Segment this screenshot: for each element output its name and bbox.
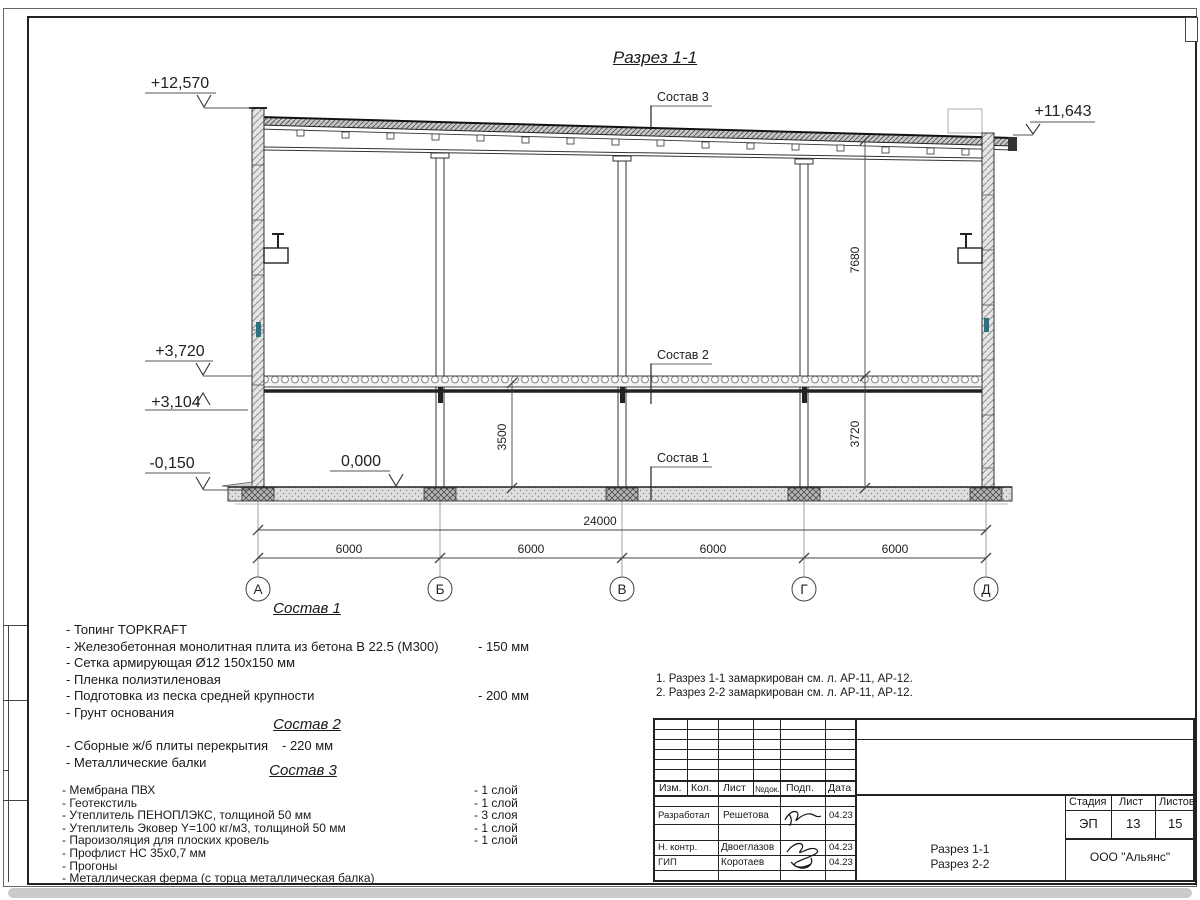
left-wall xyxy=(249,108,267,490)
tb-header-podp: Подп. xyxy=(786,782,814,794)
composition-1-heading: Состав 1 xyxy=(273,600,341,617)
list-item: - Грунт основания xyxy=(66,704,175,720)
axis-label: А xyxy=(253,582,263,597)
list-item: - Сетка армирующая Ø12 150х150 мм xyxy=(66,655,296,670)
tb-name: Решетова xyxy=(723,810,769,821)
elevation-top-left xyxy=(145,75,252,108)
dim-height-clear: 3500 xyxy=(495,423,509,451)
dim-bay-text: 6000 xyxy=(881,542,909,556)
elevation-mezz-top xyxy=(145,343,252,376)
tb-name: Коротаев xyxy=(721,857,765,868)
wall-accent-mark xyxy=(984,318,989,332)
margin-cell-line xyxy=(3,770,8,771)
axis-lines xyxy=(258,501,986,577)
tb-sheets-header: Листов xyxy=(1159,796,1195,808)
drawing-title: Разрез 1-1 xyxy=(612,48,698,67)
svg-text:+3,104: +3,104 xyxy=(151,394,201,411)
elevation-mezz-bottom xyxy=(145,393,248,411)
svg-text:+3,720: +3,720 xyxy=(155,343,205,360)
elevation-floor-zero xyxy=(330,453,403,486)
dim-total-text: 24000 xyxy=(583,514,617,528)
roof-fascia-cap xyxy=(1008,137,1017,151)
right-wall-bracket xyxy=(958,234,982,263)
tb-sheet-header: Лист xyxy=(1119,796,1143,808)
dim-bay-text: 6000 xyxy=(335,542,363,556)
list-item: - Профлист НС 35х0,7 мм xyxy=(62,845,206,860)
axis-label: В xyxy=(617,582,627,597)
tb-header-list: Лист xyxy=(723,782,746,794)
composition-1-block xyxy=(66,600,548,721)
svg-text:+11,643: +11,643 xyxy=(1034,103,1092,120)
list-item: - Геотекстиль - 1 слой xyxy=(62,795,518,810)
svg-text:Состав 2: Состав 2 xyxy=(657,348,709,362)
tb-role: ГИП xyxy=(658,857,677,868)
left-wall-bracket xyxy=(264,234,288,263)
tb-header-izm: Изм. xyxy=(659,782,682,794)
list-item: - Мембрана ПВХ - 1 слой xyxy=(62,783,518,797)
margin-cell-line xyxy=(3,700,27,701)
tb-date: 04.23 xyxy=(829,857,853,868)
wall-accent-mark xyxy=(256,322,261,337)
list-item: - Топинг TOPKRAFT xyxy=(66,622,188,637)
list-item: - Железобетонная монолитная плита из бетона В 22.5 (М300) - 150 мм xyxy=(66,638,530,654)
composition-3-block xyxy=(62,762,544,885)
list-item: - Подготовка из песка средней крупности - 200 мм xyxy=(66,688,530,703)
tb-role: Разработал xyxy=(658,810,710,821)
list-item: - Металлическая ферма (с торца металлическая балка) xyxy=(62,871,375,886)
list-item: - Пароизоляция для плоских кровель - 1 слой xyxy=(62,833,518,848)
list-item: - Утеплитель Эковер Y=100 кг/м3, толщиной 50 мм - 1 слой xyxy=(62,820,518,835)
composition-2-heading: Состав 2 xyxy=(273,716,341,733)
axis-label: Д xyxy=(981,582,991,597)
tb-sheets-value: 15 xyxy=(1168,816,1183,831)
margin-cell-line xyxy=(8,625,9,882)
columns xyxy=(431,153,813,488)
axis-bubbles xyxy=(246,577,998,601)
list-item: - Утеплитель ПЕНОПЛЭКС, толщиной 50 мм - 3 слоя xyxy=(62,808,518,823)
dim-height-mezz: 3720 xyxy=(848,420,862,448)
svg-text:-0,150: -0,150 xyxy=(149,455,195,472)
title-block xyxy=(653,718,1195,882)
svg-text:Состав 1: Состав 1 xyxy=(657,451,709,465)
callout-comp3 xyxy=(650,90,712,130)
svg-text:Состав 3: Состав 3 xyxy=(657,90,709,104)
tb-date: 04.23 xyxy=(829,810,853,821)
tb-date: 04.23 xyxy=(829,842,853,853)
composition-3-heading: Состав 3 xyxy=(269,762,337,779)
tb-header-kol: Кол. xyxy=(691,782,712,794)
tb-sheet-name-1: Разрез 1-1 xyxy=(930,842,990,856)
dim-bay-text: 6000 xyxy=(517,542,545,556)
ground-floor xyxy=(222,482,1012,504)
signature-marks xyxy=(781,800,825,878)
tb-header-data: Дата xyxy=(828,782,852,794)
tb-stage-value: ЭП xyxy=(1079,816,1098,831)
axis-label: Б xyxy=(435,582,445,597)
tb-role: Н. контр. xyxy=(658,842,698,853)
tb-company: ООО "Альянс" xyxy=(1089,850,1171,864)
margin-cell-line xyxy=(3,625,27,626)
note-line: 2. Разрез 2-2 замаркирован см. л. АР-11, АР-12. xyxy=(656,687,913,699)
list-item: - Прогоны xyxy=(62,858,118,873)
tb-sheet-value: 13 xyxy=(1126,816,1141,831)
tb-header-ndok: №док. xyxy=(755,784,780,794)
roof-band xyxy=(260,117,1013,146)
dim-bay-text: 6000 xyxy=(699,542,727,556)
elevation-top-right xyxy=(1013,103,1095,135)
list-item: - Пленка полиэтиленовая xyxy=(66,671,221,687)
horizontal-scrollbar[interactable] xyxy=(8,888,1192,898)
tb-stage-header: Стадия xyxy=(1069,796,1107,808)
right-wall xyxy=(982,133,994,490)
list-item: - Сборные ж/б плиты перекрытия - 220 мм xyxy=(66,738,334,753)
tb-name: Двоеглазов xyxy=(721,842,775,853)
margin-cell-line xyxy=(3,800,27,801)
svg-text:0,000: 0,000 xyxy=(340,453,382,470)
note-line: 1. Разрез 1-1 замаркирован см. л. АР-11, АР-12. xyxy=(656,673,913,685)
mezzanine-floor xyxy=(264,376,982,403)
svg-text:+12,570: +12,570 xyxy=(150,75,210,92)
tb-sheet-name-2: Разрез 2-2 xyxy=(930,857,990,871)
notes-block xyxy=(656,672,986,700)
list-item: - Металлические балки xyxy=(66,754,207,770)
axis-label: Г xyxy=(800,582,808,597)
parapet-upstand xyxy=(948,109,982,133)
dim-height-upper: 7680 xyxy=(848,246,862,274)
